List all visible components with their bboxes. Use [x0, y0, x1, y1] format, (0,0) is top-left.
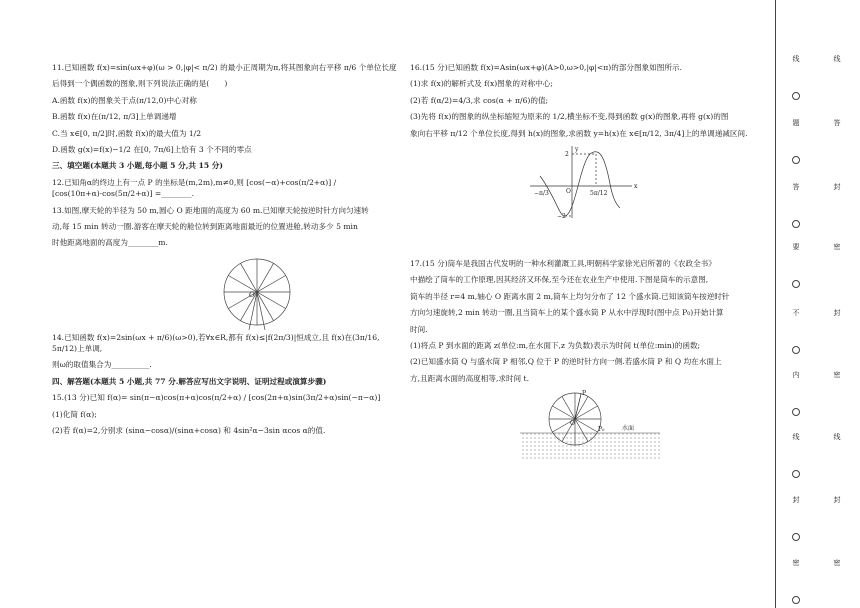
binding-circle: [792, 92, 800, 100]
binding-label-right: 封: [833, 183, 841, 191]
binding-label-right: 密: [833, 559, 841, 567]
graph-x-neg-label: −π/3: [534, 189, 549, 197]
binding-circle: [792, 408, 800, 416]
q16-part-1: (1)求 f(x)的解析式及 f(x)图象的对称中心;: [410, 79, 553, 89]
q14-line-1: 14.已知函数 f(x)=2sin(ωx + π/6)(ω>0),若∀x∈R,都有 f(x)≤|f(2π/3)|恒成立,且 f(x)在(3π/16, 5π/12)上单调,: [52, 332, 380, 354]
graph-y-bottom-label: −2: [557, 212, 566, 220]
q16-part-3b: 象向右平移 π/12 个单位长度,得到 h(x)的图象,求函数 y=h(x)在 x∈[π/12, 3π/4]上的单调递减区间.: [410, 128, 748, 138]
ferris-wheel-center-label: O: [249, 290, 255, 299]
binding-label-left: 要: [792, 243, 800, 251]
binding-label-left: 不: [792, 309, 800, 317]
q13-line-3: 时他距离地面的高度为________m.: [52, 238, 168, 248]
right-column: [410, 62, 762, 461]
binding-circle: [792, 220, 800, 228]
binding-label-right: 密: [833, 243, 841, 251]
q11-option-c: C.当 x∈[0, π/2]时,函数 f(x)的最大值为 1/2: [52, 128, 202, 138]
binding-label-right: 封: [833, 309, 841, 317]
binding-circle: [792, 346, 800, 354]
q11-stem-a: 11.已知函数 f(x)=sin(ωx+φ)(ω > 0,|φ|< π/2) 的最小正周期为π,将其图象向右平移 π/6 个单位长度: [52, 63, 397, 72]
section-fill-blank: 三、填空题(本题共 3 小题,每小题 5 分,共 15 分): [52, 161, 223, 171]
binding-label-right: 密: [833, 371, 841, 379]
graph-origin-label: O: [566, 187, 571, 195]
q17-line-2: 中描绘了筒车的工作原理,因其经济又环保,至今还在农业生产中使用.下图是筒车的示意图,: [410, 275, 709, 285]
q11-option-d: D.函数 g(x)=f(x)−1/2 在[0, 7π/6]上恰有 3 个不同的零点: [52, 144, 252, 154]
binding-label-right: 答: [833, 119, 841, 127]
binding-label-left: 内: [792, 371, 800, 379]
q12-text: 12.已知角α的终边上有一点 P 的坐标是(m,2m),m≠0,则 [cos(−α)+cos(π/2+α)] / [cos(10π+α)·cos(5π/2+α)] =________.: [52, 177, 337, 199]
q15-part-1: (1)化简 f(α);: [52, 409, 97, 419]
binding-label-left: 线: [792, 55, 800, 63]
graph-y-axis-label: y: [575, 145, 579, 153]
q17-line-5: 时间.: [410, 324, 428, 334]
binding-label-right: 线: [833, 433, 841, 441]
waterwheel-p-label: P: [582, 390, 587, 398]
waterwheel-figure: [410, 389, 762, 461]
binding-label-left: 答: [792, 183, 800, 191]
q16-part-3a: (3)先将 f(x)的图象的纵坐标缩短为原来的 1/2,横坐标不变,得到函数 g(x)的图象,再将 g(x)的图: [410, 112, 729, 122]
q17-line-4: 方向匀速旋转,2 min 转动一圈,且当筒车上的某个盛水筒 P 从水中浮现时(图中点 P₀)开始计算: [410, 308, 724, 318]
q17-part-2a: (2)已知盛水筒 Q 与盛水筒 P 相邻,Q 位于 P 的逆时针方向一侧.若盛水筒 P 和 Q 均在水面上: [410, 357, 722, 367]
binding-label-left: 封: [792, 496, 800, 504]
binding-circle: [792, 156, 800, 164]
binding-circle: [792, 470, 800, 478]
ferris-wheel-figure: [52, 254, 404, 330]
waterwheel-o-label: O: [570, 420, 575, 428]
graph-y-top-label: 2: [565, 150, 569, 158]
q17-line-1: 17.(15 分)筒车是我国古代发明的一种水利灌溉工具,明朝科学家徐光启所著的《农政全书》: [410, 258, 716, 268]
q13-line-1: 13.如图,摩天轮的半径为 50 m,圆心 O 距地面的高度为 60 m.已知摩天轮按逆时针方向匀速转: [52, 205, 369, 215]
q15-stem: 15.(13 分)已知 f(α)= sin(π−α)cos(π+α)cos(π/2+α) / [cos(2π+α)sin(3π/2+α)sin(−π−α)]: [52, 393, 381, 403]
q17-line-3: 筒车的半径 r=4 m,轴心 O 距离水面 2 m,筒车上均匀分布了 12 个盛水筒.已知该筒车按逆时针: [410, 291, 730, 301]
q14-line-2: 则ω的取值集合为__________.: [52, 360, 152, 370]
waterwheel-p0-label: P₀: [598, 426, 605, 434]
waterwheel-water-label: 水面: [622, 425, 635, 433]
binding-circle: [792, 280, 800, 288]
q13-line-2: 动,每 15 min 转动一圈.游客在摩天轮的舱位转到距离地面最近的位置进舱,转动多少 5 min: [52, 221, 358, 231]
q16-stem: 16.(15 分)已知函数 f(x)=Asin(ωx+φ)(A>0,ω>0,|φ|<π)的部分图象如图所示.: [410, 63, 682, 72]
left-column: [52, 62, 404, 441]
binding-label-right: 线: [833, 55, 841, 63]
binding-label-left: 线: [792, 433, 800, 441]
binding-circle: [792, 533, 800, 541]
q11-option-b: B.函数 f(x)在(π/12, π/3]上单调递增: [52, 112, 177, 122]
q17-part-1: (1)将点 P 到水面的距离 z(单位:m,在水面下,z 为负数)表示为时间 t(单位:min)的函数;: [410, 340, 701, 350]
binding-label-left: 密: [792, 559, 800, 567]
binding-label-left: 题: [792, 119, 800, 127]
graph-x-pos-label: 5π/12: [590, 189, 608, 197]
q11-stem-b: 后得到一个偶函数的图象,则下列说法正确的是( ): [52, 79, 228, 89]
q16-part-2: (2)若 f(α/2)=4/3,求 cos(α + π/6)的值;: [410, 95, 549, 105]
q17-part-2b: 方,且距离水面的高度相等,求时间 t.: [410, 373, 530, 383]
graph-x-axis-label: x: [634, 182, 638, 190]
binding-label-right: 封: [833, 496, 841, 504]
binding-margin: [775, 0, 860, 608]
section-answers: 四、解答题(本题共 5 小题,共 77 分.解答应写出文字说明、证明过程或演算步骤): [52, 376, 327, 386]
binding-circle: [792, 596, 800, 604]
q15-part-2: (2)若 f(α)=2,分别求 (sinα−cosα)/(sinα+cosα) 和 4sin²α−3sin αcos α的值.: [52, 426, 326, 436]
sine-graph-figure: [410, 144, 762, 222]
q11-option-a: A.函数 f(x)的图象关于点(π/12,0)中心对称: [52, 95, 197, 105]
binding-line: [775, 0, 776, 608]
